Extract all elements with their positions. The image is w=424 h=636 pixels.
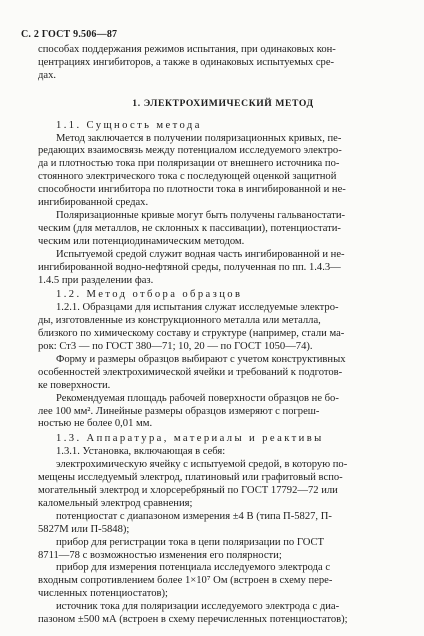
text-line: ке поверхности. (38, 379, 111, 391)
text-line: ингибированной водно-нефтяной среды, полученная по пп. 1.4.3— (38, 261, 341, 273)
text-line: Испытуемой средой служит водная часть ингибированной и не- (56, 248, 345, 260)
text-line: лее 100 мм². Линейные размеры образцов измеряют с погреш- (38, 405, 320, 417)
text-line: Форму и размеры образцов выбирают с учетом конструктивных (56, 353, 346, 365)
text-line: ческим (для металлов, не склонных к пассивации), потенциостати- (38, 222, 341, 234)
text-line: мещены исследуемый электрод, платиновый или графитовый вспо- (38, 472, 343, 484)
text-line: способности ингибитора по плотности тока в ингибированной и не- (38, 184, 346, 196)
text-line: редающих взаимосвязь между потенциалом исследуемого электро- (38, 145, 342, 157)
page-header: С. 2 ГОСТ 9.506—87 (21, 29, 118, 40)
text-line: центрациях ингибиторов, а также в одинаковых испытуемых сре- (38, 56, 335, 68)
paragraph (38, 537, 408, 563)
text-line: Метод заключается в получении поляризационных кривых, пе- (56, 132, 342, 144)
text-line: прибор для регистрации тока в цепи поляризации по ГОСТ (56, 536, 325, 548)
text-line: 1.4.5 при разделении фаз. (38, 274, 154, 286)
text-line: 8711—78 с возможностью изменения его полярности; (38, 549, 282, 561)
text-line: ингибированной средах. (38, 197, 149, 209)
text-line: Рекомендуемая площадь рабочей поверхности образцов не бо- (56, 392, 339, 404)
text-line: особенностей электрохимической ячейки и требований к подготов- (38, 366, 343, 378)
text-line: ностью не более 0,01 мм. (38, 418, 153, 430)
text-line: пазоном ±500 мА (встроен в схему перечисленных потенциостатов); (38, 614, 348, 626)
text-line: входным сопротивлением более 1×10⁷ Ом (встроен в схему пере- (38, 575, 333, 587)
subsection-title: 1.2. Метод отбора образцов (56, 289, 243, 301)
paragraph (38, 393, 408, 432)
section-title: 1. ЭЛЕКТРОХИМИЧЕСКИЙ МЕТОД (132, 97, 314, 109)
document-body (38, 44, 408, 627)
paragraph (38, 446, 408, 459)
paragraph (38, 354, 408, 393)
paragraph (38, 133, 408, 210)
paragraph (38, 459, 408, 511)
text-line: Поляризационные кривые могут быть получены гальваностати- (56, 209, 346, 221)
text-line: да и плотностью тока при поляризации от внешнего источника по- (38, 158, 340, 170)
subsection-title: 1.3. Аппаратура, материалы и реактивы (56, 433, 324, 445)
text-line: рок: Ст3 — по ГОСТ 380—71; 10, 20 — по ГОСТ 1050—74). (38, 341, 313, 353)
text-line: 1.3.1. Установка, включающая в себя: (56, 446, 226, 458)
text-line: численных потенциостатов); (38, 588, 168, 600)
paragraph (38, 562, 408, 601)
text-line: способах поддержания режимов испытания, при одинаковых кон- (38, 44, 336, 55)
text-line: ды, изготовленные из конструкционного металла или металла, (38, 315, 321, 327)
text-line: дах. (38, 69, 57, 81)
text-line: прибор для измерения потенциала исследуемого электрода с (56, 562, 331, 574)
text-line: 1.2.1. Образцами для испытания служат исследуемые электро- (56, 302, 339, 314)
text-line: источник тока для поляризации исследуемого электрода с диа- (56, 601, 340, 613)
paragraph (38, 44, 408, 83)
text-line: каломельный электрод сравнения; (38, 497, 193, 509)
paragraph (38, 302, 408, 354)
paragraph (38, 511, 408, 537)
text-line: близкого по химическому составу и структуре (например, стали ма- (38, 328, 345, 340)
paragraph (38, 210, 408, 249)
subsection-title: 1.1. Сущность метода (56, 119, 202, 131)
text-line: стоянного электрического тока с последующей оценкой защитной (38, 171, 337, 183)
text-line: ческим или потенциодинамическим методом. (38, 235, 245, 247)
text-line: электрохимическую ячейку с испытуемой средой, в которую по- (56, 459, 348, 471)
text-line: потенциостат с диапазоном измерения ±4 В (типа П-5827, П- (56, 510, 332, 522)
paragraph (38, 249, 408, 288)
text-line: 5827М или П-5848); (38, 523, 130, 535)
text-line: могательный электрод и хлорсеребряный по ГОСТ 17792—72 или (38, 485, 338, 496)
paragraph (38, 601, 408, 627)
